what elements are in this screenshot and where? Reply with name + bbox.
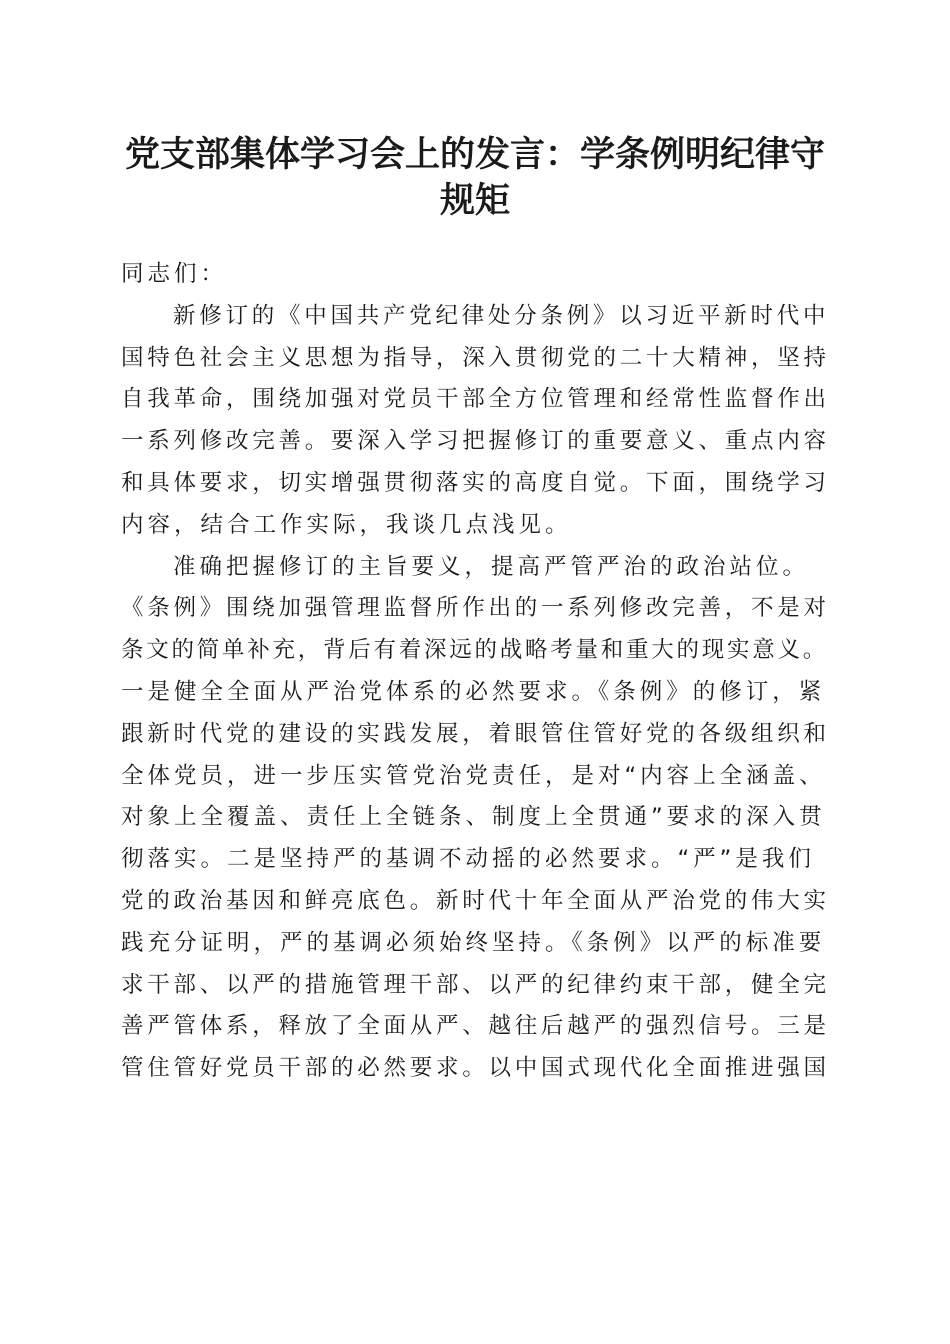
body-line: 践充分证明，严的基调必须始终坚持。《条例》以严的标准要 bbox=[121, 929, 826, 956]
body-line: 求干部、以严的措施管理干部、以严的纪律约束干部，健全完 bbox=[121, 971, 830, 998]
body-line: 一系列修改完善。要深入学习把握修订的重要意义、重点内容 bbox=[121, 428, 830, 455]
body-line: 《条例》围绕加强管理监督所作出的一系列修改完善，不是对 bbox=[121, 595, 830, 622]
body-line: 准确把握修订的主旨要义，提高严管严治的政治站位。 bbox=[173, 553, 810, 580]
body-line: 新修订的《中国共产党纪律处分条例》以习近平新时代中 bbox=[173, 302, 830, 329]
salutation: 同志们： bbox=[121, 261, 228, 287]
body-line: 自我革命，围绕加强对党员干部全方位管理和经常性监督作出 bbox=[121, 386, 830, 413]
body-line: 条文的简单补充，背后有着深远的战略考量和重大的现实意义。 bbox=[121, 637, 829, 664]
title-line-1: 党支部集体学习会上的发言：学条例明纪律守 bbox=[124, 134, 825, 175]
body-line: 内容，结合工作实际，我谈几点浅见。 bbox=[121, 511, 572, 538]
body-line: 党的政治基因和鲜亮底色。新时代十年全面从严治党的伟大实 bbox=[121, 887, 830, 914]
document-body bbox=[121, 254, 829, 1090]
body-line: 全体党员，进一步压实管党治党责任，是对“内容上全涵盖、 bbox=[121, 762, 826, 789]
body-line: 对象上全覆盖、责任上全链条、制度上全贯通”要求的深入贯 bbox=[121, 804, 826, 831]
body-line: 跟新时代党的建设的实践发展，着眼管住管好党的各级组织和 bbox=[121, 720, 830, 747]
document-title bbox=[110, 132, 840, 224]
body-line: 彻落实。二是坚持严的基调不动摇的必然要求。“严”是我们 bbox=[121, 846, 815, 873]
body-line: 和具体要求，切实增强贯彻落实的高度自觉。下面，围绕学习 bbox=[121, 469, 830, 496]
body-line: 国特色社会主义思想为指导，深入贯彻党的二十大精神，坚持 bbox=[121, 344, 830, 371]
body-line: 善严管体系，释放了全面从严、越往后越严的强烈信号。三是 bbox=[121, 1013, 830, 1040]
title-line-2: 规矩 bbox=[439, 180, 510, 221]
body-line: 管住管好党员干部的必然要求。以中国式现代化全面推进强国 bbox=[121, 1055, 830, 1082]
body-line: 一是健全全面从严治党体系的必然要求。《条例》的修订，紧 bbox=[121, 678, 826, 705]
